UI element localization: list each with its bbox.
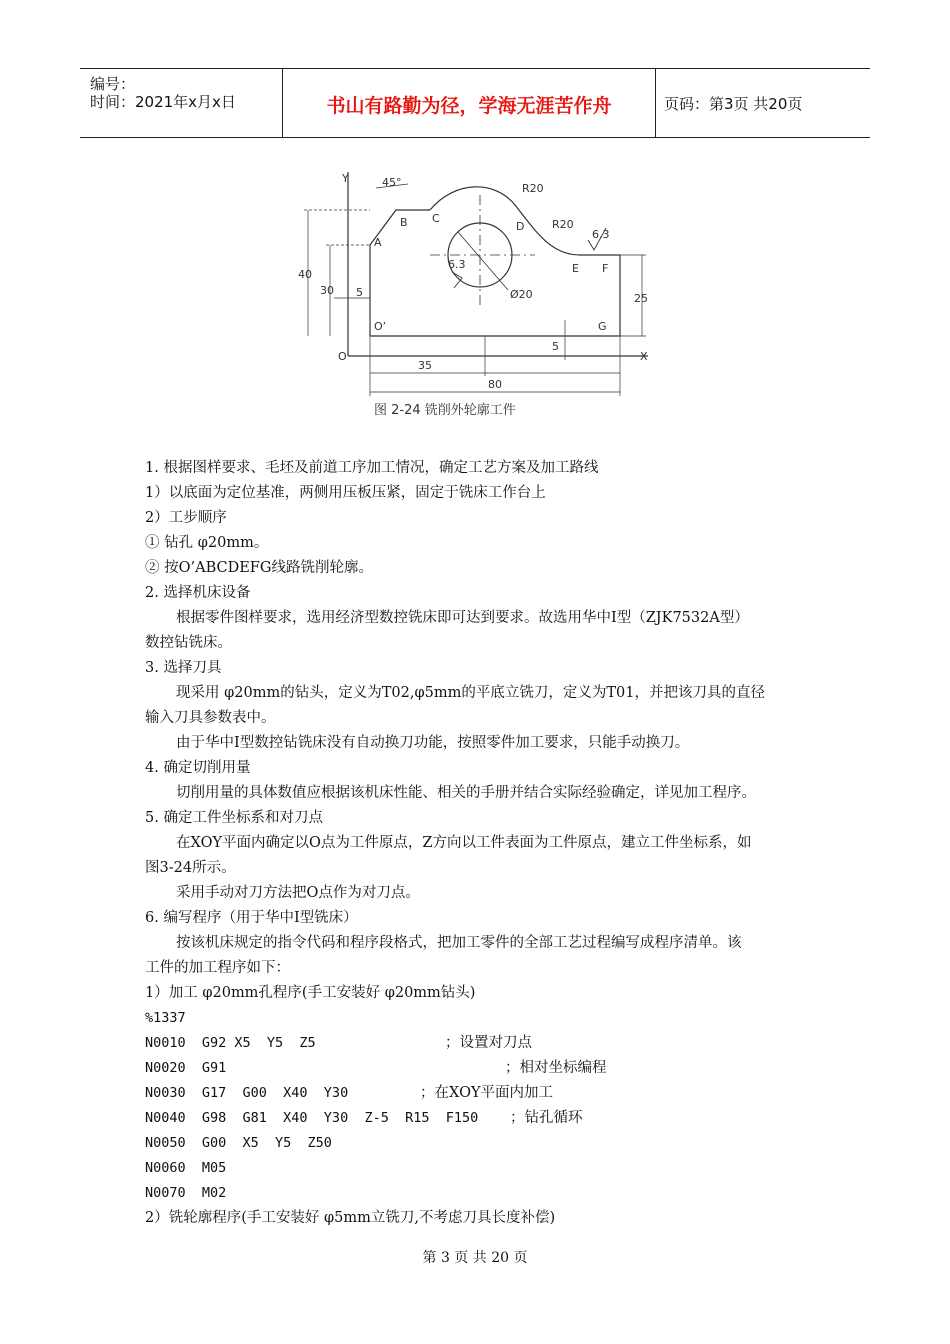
step-6-text-2: 工件的加工程序如下： bbox=[145, 960, 290, 976]
step-6-heading: 6. 编写程序（用于华中Ⅰ型铣床） bbox=[145, 910, 358, 926]
header-meta-cell bbox=[80, 69, 282, 137]
radius-label-1: R20 bbox=[522, 182, 544, 195]
dim-30: 30 bbox=[320, 284, 334, 297]
dim-5-left: 5 bbox=[356, 286, 363, 299]
point-c-label: C bbox=[432, 212, 440, 225]
motto: 书山有路勤为径，学海无涯苦作舟 bbox=[326, 95, 612, 117]
dim-25: 25 bbox=[634, 292, 648, 305]
radius-label-2: R20 bbox=[552, 218, 574, 231]
header-motto-cell bbox=[282, 69, 656, 137]
angle-label: 45° bbox=[382, 176, 402, 189]
point-g-label: G bbox=[598, 320, 607, 333]
diameter-label: Ø20 bbox=[510, 288, 533, 301]
code-line-4: N0040 G98 G81 X40 Y30 Z-5 R15 F150 bbox=[145, 1110, 479, 1126]
code-comment-3: ；在XOY平面内加工 bbox=[420, 1085, 554, 1101]
point-e-label: E bbox=[572, 262, 579, 275]
program-1-heading: 1）加工 φ20mm孔程序(手工安装好 φ20mm钻头) bbox=[145, 985, 476, 1001]
step-6-text-1: 按该机床规定的指令代码和程序段格式，把加工零件的全部工艺过程编写成程序清单。该 bbox=[176, 935, 742, 951]
dim-80: 80 bbox=[488, 378, 502, 391]
document-date: 时间：2021年x月x日 bbox=[90, 93, 236, 111]
figure-caption: 图 2-24 铣削外轮廓工件 bbox=[374, 403, 516, 418]
step-5-heading: 5. 确定工件坐标系和对刀点 bbox=[145, 810, 323, 826]
step-1-2: 2）工步顺序 bbox=[145, 510, 227, 526]
page-indicator: 页码：第3页 共20页 bbox=[664, 95, 803, 113]
step-4-text: 切削用量的具体数值应根据该机床性能、相关的手册并结合实际经验确定，详见加工程序。 bbox=[176, 785, 756, 801]
roughness-label-2: 6.3 bbox=[448, 258, 466, 271]
code-comment-1: ；设置对刀点 bbox=[445, 1035, 532, 1051]
engineering-drawing bbox=[290, 160, 670, 428]
y-axis-label: Y bbox=[342, 172, 349, 185]
dim-35: 35 bbox=[418, 359, 432, 372]
step-3-text-2: 输入刀具参数表中。 bbox=[145, 710, 276, 726]
step-1-heading: 1. 根据图样要求、毛坯及前道工序加工情况，确定工艺方案及加工路线 bbox=[145, 460, 599, 476]
code-comment-2: ；相对坐标编程 bbox=[505, 1060, 607, 1076]
step-2-text-2: 数控钻铣床。 bbox=[145, 635, 232, 651]
code-comment-4: ；钻孔循环 bbox=[510, 1110, 583, 1126]
code-line-3: N0030 G17 G00 X40 Y30 bbox=[145, 1085, 349, 1101]
point-f-label: F bbox=[602, 262, 609, 275]
point-b-label: B bbox=[400, 216, 408, 229]
x-axis-label: X bbox=[640, 350, 648, 363]
program-2-heading: 2）铣轮廓程序(手工安装好 φ5mm立铣刀,不考虑刀具长度补偿) bbox=[145, 1210, 556, 1226]
profile-right bbox=[370, 255, 620, 336]
step-5-text-1: 在XOY平面内确定以O点为工件原点，Z方向以工件表面为工件原点，建立工件坐标系，如 bbox=[176, 835, 752, 851]
code-line-7: N0070 M02 bbox=[145, 1185, 227, 1201]
step-2-text-1: 根据零件图样要求，选用经济型数控铣床即可达到要求。故选用华中Ⅰ型（ZJK7532A型） bbox=[176, 610, 749, 626]
point-a-label: A bbox=[374, 236, 382, 249]
step-3-text-1: 现采用 φ20mm的钻头，定义为T02,φ5mm的平底立铣刀，定义为T01，并把该刀具的直径 bbox=[176, 685, 765, 701]
page-header bbox=[80, 68, 870, 138]
origin-prime-label: O’ bbox=[374, 320, 387, 333]
step-5-text-2: 图3-24所示。 bbox=[145, 860, 236, 876]
roughness-label-1: 6.3 bbox=[592, 228, 610, 241]
dim-40: 40 bbox=[298, 268, 312, 281]
step-5-text-3: 采用手动对刀方法把O点作为对刀点。 bbox=[176, 885, 420, 901]
code-line-1: N0010 G92 X5 Y5 Z5 bbox=[145, 1035, 316, 1051]
program-number: %1337 bbox=[145, 1010, 186, 1026]
step-1-1: 1）以底面为定位基准，两侧用压板压紧，固定于铣床工作台上 bbox=[145, 485, 546, 501]
step-2-heading: 2. 选择机床设备 bbox=[145, 585, 251, 601]
code-line-6: N0060 M05 bbox=[145, 1160, 227, 1176]
origin-label: O bbox=[338, 350, 347, 363]
page-footer: 第 3 页 共 20 页 bbox=[422, 1250, 528, 1266]
code-line-5: N0050 G00 X5 Y5 Z50 bbox=[145, 1135, 332, 1151]
document-number: 编号： bbox=[90, 75, 136, 93]
step-3-text-3: 由于华中Ⅰ型数控钻铣床没有自动换刀功能，按照零件加工要求，只能手动换刀。 bbox=[176, 735, 690, 751]
point-d-label: D bbox=[516, 220, 525, 233]
step-1-2-a: ① 钻孔 φ20mm。 bbox=[145, 535, 269, 551]
step-4-heading: 4. 确定切削用量 bbox=[145, 760, 251, 776]
code-line-2: N0020 G91 bbox=[145, 1060, 227, 1076]
step-1-2-b: ② 按O’ABCDEFG线路铣削轮廓。 bbox=[145, 560, 373, 576]
step-3-heading: 3. 选择刀具 bbox=[145, 660, 222, 676]
dim-5-bottom: 5 bbox=[552, 340, 559, 353]
header-page-cell bbox=[656, 69, 870, 137]
